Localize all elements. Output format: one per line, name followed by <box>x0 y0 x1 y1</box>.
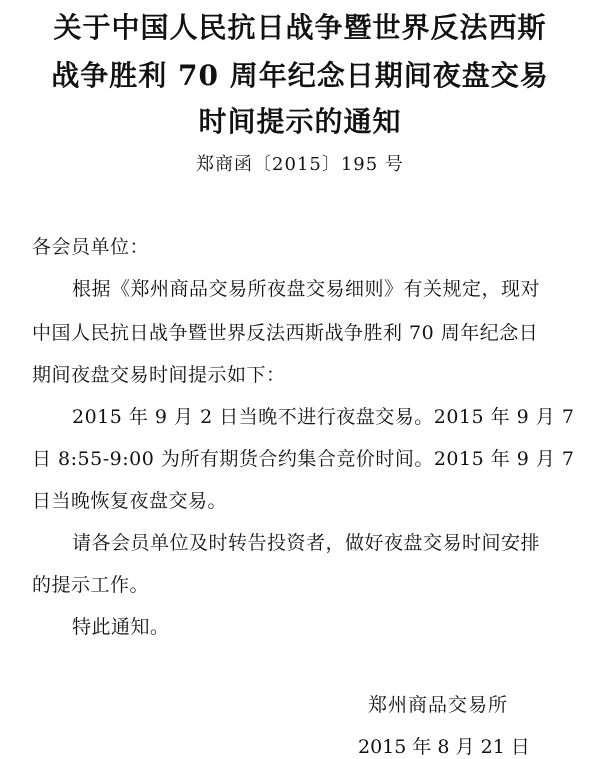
paragraph-1-line-1: 根据《郑州商品交易所夜盘交易细则》有关规定，现对 <box>72 278 541 300</box>
signer: 郑州商品交易所 <box>368 694 509 716</box>
issue-date: 2015 年 8 月 21 日 <box>358 736 530 758</box>
document-number: 郑商函〔2015〕195 号 <box>196 154 404 175</box>
title-line-3: 时间提示的通知 <box>198 105 402 138</box>
paragraph-1-line-3: 期间夜盘交易时间提示如下： <box>32 364 286 386</box>
title-line-1: 关于中国人民抗日战争暨世界反法西斯 <box>53 11 547 44</box>
paragraph-2-line-3: 日当晚恢复夜盘交易。 <box>32 490 228 512</box>
title-line-2: 战争胜利 70 周年纪念日期间夜盘交易 <box>51 59 549 92</box>
paragraph-2-line-2: 日 8:55-9:00 为所有期货合约集合竞价时间。2015 年 9 月 7 <box>32 448 575 470</box>
paragraph-3-line-1: 请各会员单位及时转告投资者，做好夜盘交易时间安排 <box>72 532 541 554</box>
closing-line: 特此通知。 <box>72 616 170 638</box>
paragraph-2-line-1: 2015 年 9 月 2 日当晚不进行夜盘交易。2015 年 9 月 7 <box>72 406 575 428</box>
salutation: 各会员单位： <box>32 236 150 258</box>
paragraph-3-line-2: 的提示工作。 <box>32 574 150 596</box>
paragraph-1-line-2: 中国人民抗日战争暨世界反法西斯战争胜利 70 周年纪念日 <box>32 322 539 344</box>
